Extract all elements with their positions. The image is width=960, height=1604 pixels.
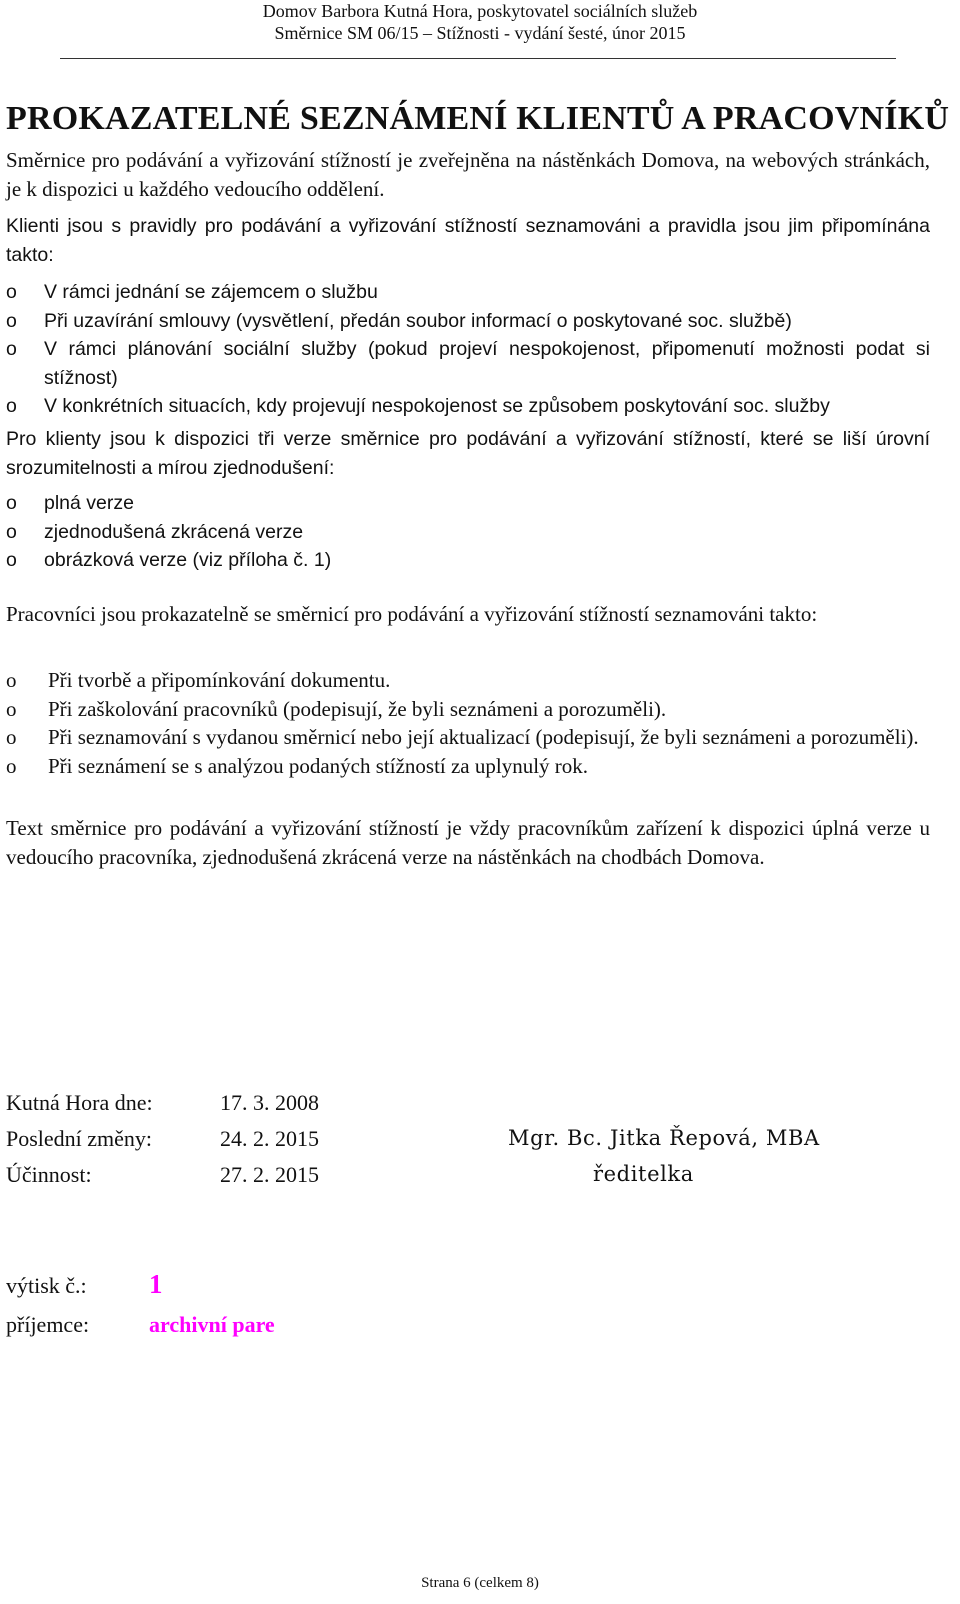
bullet-icon: o — [6, 520, 17, 543]
date-label: Kutná Hora dne: — [6, 1090, 153, 1115]
list-item-text: zjednodušená zkrácená verze — [44, 520, 304, 543]
signer-role: ředitelka — [593, 1162, 694, 1186]
list-item — [6, 278, 930, 307]
bullet-icon: o — [6, 338, 17, 360]
bullet-icon: o — [6, 395, 17, 417]
list-item — [6, 392, 930, 421]
bullet-icon: o — [6, 492, 17, 514]
date-value: 24. 2. 2015 — [220, 1126, 319, 1151]
bullet-icon: o — [6, 281, 17, 303]
bullet-icon: o — [6, 549, 17, 571]
list-item — [6, 307, 930, 336]
signer-name: Mgr. Bc. Jitka Řepová, MBA — [508, 1126, 820, 1150]
header-document-id: Směrnice SM 06/15 – Stížnosti - vydání šesté, únor 2015 — [274, 23, 686, 43]
intro-paragraph: Směrnice pro podávání a vyřizování stížností je zveřejněna na nástěnkách Domova, na webových stránkách, je k dispozici u každého vedoucího oddělení. — [6, 148, 930, 201]
versions-list — [6, 489, 930, 575]
bullet-icon: o — [6, 725, 17, 749]
list-item — [6, 489, 930, 518]
list-item — [6, 723, 930, 752]
staff-list — [6, 666, 930, 780]
list-item — [6, 335, 930, 392]
bullet-icon: o — [6, 696, 17, 721]
copy-number-value: 1 — [149, 1269, 163, 1299]
list-item — [6, 518, 930, 547]
date-label: Poslední změny: — [6, 1126, 153, 1151]
list-item-text: obrázková verze (viz příloha č. 1) — [44, 549, 332, 571]
bullet-icon: o — [6, 753, 17, 778]
date-value: 17. 3. 2008 — [220, 1090, 319, 1115]
list-item-text: V rámci plánování sociální služby (pokud projeví nespokojenost, připomenutí možnosti podat si stížnost) — [44, 338, 930, 389]
list-item-text: plná verze — [44, 492, 134, 514]
date-value: 27. 2. 2015 — [220, 1162, 319, 1187]
list-item — [6, 546, 930, 575]
list-item-text: Při seznámení se s analýzou podaných stížností za uplynulý rok. — [48, 753, 589, 778]
staff-paragraph: Pracovníci jsou prokazatelně se směrnicí pro podávání a vyřizování stížností seznamováni takto: — [6, 602, 818, 626]
page-footer: Strana 6 (celkem 8) — [421, 1575, 539, 1591]
header-divider — [60, 58, 896, 59]
clients-list — [6, 278, 930, 421]
recipient-value: archivní pare — [149, 1312, 275, 1337]
versions-paragraph: Pro klienty jsou k dispozici tři verze směrnice pro podávání a vyřizování stížností, které se liší úrovní srozumitelnosti a mírou zjednodušení: — [6, 428, 930, 479]
page-title: PROKAZATELNÉ SEZNÁMENÍ KLIENTŮ A PRACOVNÍKŮ — [6, 100, 950, 137]
list-item — [6, 695, 930, 724]
list-item — [6, 752, 930, 781]
clients-paragraph: Klienti jsou s pravidly pro podávání a vyřizování stížností seznamováni a pravidla jsou jim připomínána takto: — [6, 215, 930, 266]
list-item-text: Při tvorbě a připomínkování dokumentu. — [48, 668, 391, 692]
bullet-icon: o — [6, 668, 17, 692]
list-item — [6, 666, 930, 695]
closing-paragraph: Text směrnice pro podávání a vyřizování stížností je vždy pracovníkům zařízení k dispozici úplná verze u vedoucího pracovníka, zjednodušená zkrácená verze na nástěnkách na chodbách Domova. — [6, 816, 930, 869]
bullet-icon: o — [6, 309, 17, 332]
date-label: Účinnost: — [6, 1162, 92, 1187]
recipient-label: příjemce: — [6, 1312, 90, 1337]
list-item-text: Při seznamování s vydanou směrnicí nebo její aktualizací (podepisují, že byli seznámeni a porozuměli). — [48, 725, 919, 749]
list-item-text: Při zaškolování pracovníků (podepisují, že byli seznámeni a porozuměli). — [48, 696, 667, 721]
list-item-text: Při uzavírání smlouvy (vysvětlení, předán soubor informací o poskytované soc. službě) — [44, 309, 792, 332]
copy-number-label: výtisk č.: — [6, 1273, 87, 1298]
list-item-text: V konkrétních situacích, kdy projevují nespokojenost se způsobem poskytování soc. služby — [44, 395, 830, 417]
header-organization: Domov Barbora Kutná Hora, poskytovatel sociálních služeb — [262, 1, 698, 21]
list-item-text: V rámci jednání se zájemcem o službu — [44, 281, 378, 303]
